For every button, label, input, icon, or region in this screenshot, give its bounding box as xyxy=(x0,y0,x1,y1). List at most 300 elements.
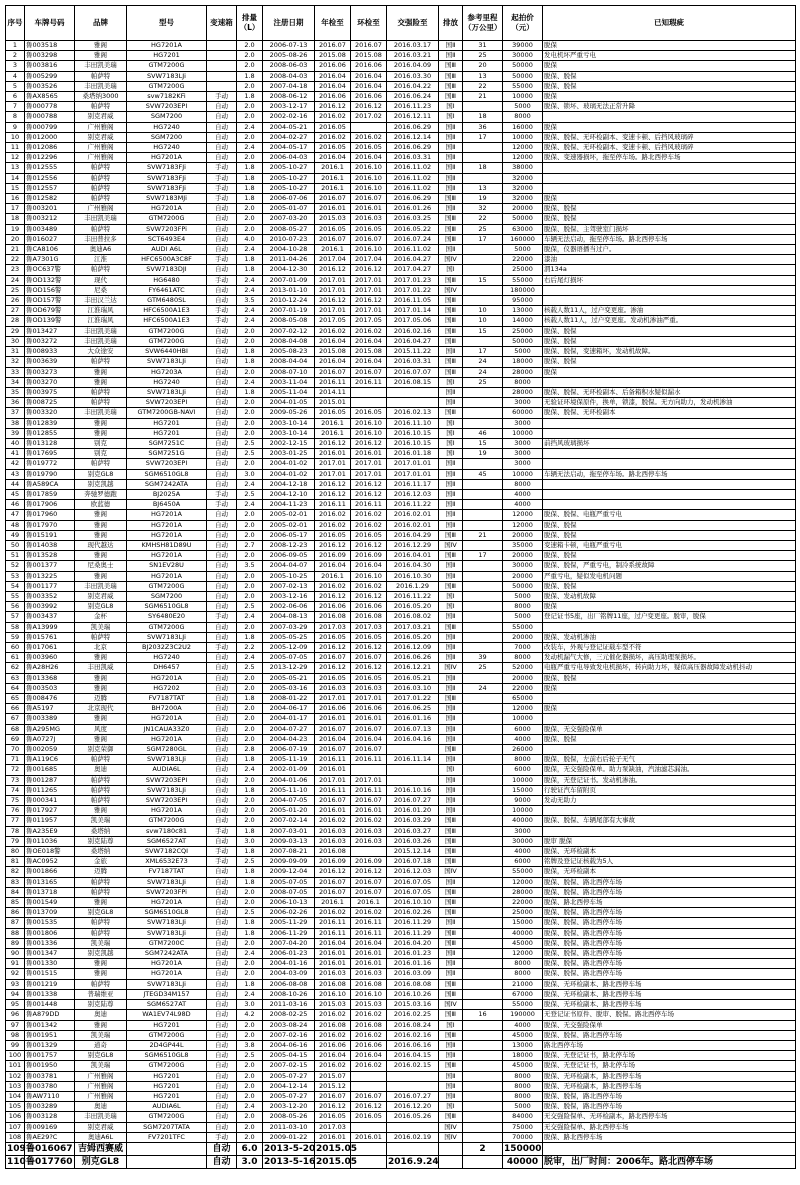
col-defects: 脱保、脱保 xyxy=(543,530,796,540)
col-inspection: 2016.02 xyxy=(315,510,351,520)
col-model: HG7201A xyxy=(127,520,207,530)
col-register-date: 2002-06-06 xyxy=(263,602,315,612)
col-inspection: 2016.02 xyxy=(315,520,351,530)
col-register-date: 2005-02-01 xyxy=(263,510,315,520)
col-insurance: 2016.06.16 xyxy=(387,1040,439,1050)
col-inspection: 2016.03 xyxy=(315,836,351,846)
col-brand: 桑塔纳 xyxy=(75,826,127,836)
col-model: SVW7183LJi xyxy=(127,928,207,938)
col-brand: 凯美瑞 xyxy=(75,938,127,948)
col-index: 9 xyxy=(6,122,25,132)
col-mileage xyxy=(463,265,503,275)
col-displacement: 2.0 xyxy=(237,367,263,377)
col-start-price: 32000 xyxy=(503,183,543,193)
col-defects: 脱保、脱保、路北西停车场 xyxy=(543,949,796,959)
col-model: SGM6510GL8 xyxy=(127,469,207,479)
col-defects: 脱保、脱保 xyxy=(543,551,796,561)
table-row xyxy=(6,132,796,142)
col-model: HG7201 xyxy=(127,51,207,61)
col-brand: 尼桑 xyxy=(75,285,127,295)
col-env-check: 2016.12 xyxy=(351,540,387,550)
col-inspection: 2016.12 xyxy=(315,867,351,877)
table-row xyxy=(6,275,796,285)
col-env-check xyxy=(351,122,387,132)
col-displacement: 2.4 xyxy=(237,285,263,295)
col-register-date: 2008-06-03 xyxy=(263,61,315,71)
col-start-price: 10000 xyxy=(503,428,543,438)
col-emission: 国Ⅱ xyxy=(439,755,463,765)
col-emission: 国Ⅱ xyxy=(439,520,463,530)
col-emission: 国Ⅰ xyxy=(439,449,463,459)
table-row xyxy=(6,143,796,153)
col-model: SGM7207TATA xyxy=(127,1122,207,1132)
col-defects: 脱保、无交强险保单 xyxy=(543,1020,796,1030)
col-index: 14 xyxy=(6,173,25,183)
col-plate: 鲁003526 xyxy=(25,81,75,91)
col-brand: 帕萨特 xyxy=(75,71,127,81)
col-displacement: 1.8 xyxy=(237,785,263,795)
col-gearbox: 自动 xyxy=(207,112,237,122)
col-mileage: 15 xyxy=(463,275,503,285)
col-env-check: 2016.11 xyxy=(351,918,387,928)
col-gearbox: 手动 xyxy=(207,1132,237,1142)
col-gearbox xyxy=(207,81,237,91)
col-gearbox: 自动 xyxy=(207,622,237,632)
col-start-price: 10000 xyxy=(503,469,543,479)
col-displacement: 2.0 xyxy=(237,326,263,336)
col-plate: 鲁000778 xyxy=(25,102,75,112)
col-insurance: 2016.03.09 xyxy=(387,969,439,979)
col-env-check: 2016.01 xyxy=(351,1132,387,1142)
col-defects: 脱保、发动机渗油 xyxy=(543,632,796,642)
col-insurance: 2016.04.09 xyxy=(387,61,439,71)
col-displacement: 1.8 xyxy=(237,928,263,938)
col-brand: 奔驰罗德跑 xyxy=(75,489,127,499)
col-brand: 雅阁 xyxy=(75,806,127,816)
col-model: svw7180c81 xyxy=(127,826,207,836)
col-env-check: 2016.07 xyxy=(351,194,387,204)
col-displacement: 2.4 xyxy=(237,989,263,999)
col-brand: 别克凯越 xyxy=(75,949,127,959)
col-mileage xyxy=(463,255,503,265)
col-model: GTM7200G xyxy=(127,1112,207,1122)
col-gearbox: 手动 xyxy=(207,857,237,867)
col-insurance: 2016.04.27 xyxy=(387,336,439,346)
col-insurance xyxy=(387,775,439,785)
col-register-date: 2005-07-05 xyxy=(263,877,315,887)
col-model: SCT6493E4 xyxy=(127,234,207,244)
col-mileage: 15 xyxy=(463,326,503,336)
col-defects: 脱保、脱保 xyxy=(543,81,796,91)
col-register-date: 2005-10-27 xyxy=(263,163,315,173)
col-inspection: 2016.05 xyxy=(315,408,351,418)
col-gearbox: 自动 xyxy=(207,520,237,530)
col-index: 92 xyxy=(6,969,25,979)
col-model: SVW7183LJi xyxy=(127,357,207,367)
col-brand: 雅阁 xyxy=(75,367,127,377)
col-brand: 丰田凯美瑞 xyxy=(75,336,127,346)
col-register-date: 2004-06-17 xyxy=(263,704,315,714)
col-brand: 奥迪A6L xyxy=(75,1132,127,1142)
col-insurance: 2016.06.29 xyxy=(387,143,439,153)
col-mileage xyxy=(463,765,503,775)
col-displacement: 2.0 xyxy=(237,102,263,112)
table-row xyxy=(6,153,796,163)
col-env-check: 2016.11 xyxy=(351,928,387,938)
col-emission: 国Ⅱ xyxy=(439,949,463,959)
col-plate: 鲁017927 xyxy=(25,806,75,816)
col-defects: 脱保、脱保 xyxy=(543,734,796,744)
col-index: 86 xyxy=(6,908,25,918)
col-plate: 鲁A879DD xyxy=(25,1010,75,1020)
col-model: HG7201A xyxy=(127,551,207,561)
col-mileage xyxy=(463,296,503,306)
col-plate: 鲁011265 xyxy=(25,785,75,795)
col-inspection: 2016.12 xyxy=(315,438,351,448)
col-start-price: 20000 xyxy=(503,571,543,581)
col-mileage xyxy=(463,867,503,877)
col-index: 108 xyxy=(6,1132,25,1142)
col-gearbox: 自动 xyxy=(207,551,237,561)
col-inspection: 2016.05 xyxy=(315,122,351,132)
col-brand: 广州雅阁 xyxy=(75,122,127,132)
col-start-price: 38000 xyxy=(503,163,543,173)
col-defects: 车辆无法启动，拖至停车场。路北西停车场 xyxy=(543,234,796,244)
col-emission: 国Ⅱ xyxy=(439,347,463,357)
col-emission: 国Ⅳ xyxy=(439,540,463,550)
col-displacement: 2.0 xyxy=(237,41,263,51)
col-mileage: 22 xyxy=(463,81,503,91)
col-brand: 帕萨特 xyxy=(75,979,127,989)
col-start-price-header: 起拍价（元） xyxy=(503,6,543,41)
col-insurance: 2016.06.29 xyxy=(387,194,439,204)
col-register-date: 2004-02-27 xyxy=(263,132,315,142)
col-brand: 迈腾 xyxy=(75,694,127,704)
table-row xyxy=(6,571,796,581)
table-row xyxy=(6,1155,796,1168)
col-env-check: 2016.06 xyxy=(351,704,387,714)
col-displacement: 2.4 xyxy=(237,949,263,959)
table-row xyxy=(6,581,796,591)
col-mileage: 18 xyxy=(463,163,503,173)
table-row xyxy=(6,898,796,908)
col-env-check: 2016.12 xyxy=(351,479,387,489)
col-emission: 国Ⅱ xyxy=(439,959,463,969)
col-register-date: 2008-04-04 xyxy=(263,357,315,367)
col-defects xyxy=(543,826,796,836)
col-env-check: 2016.08 xyxy=(351,612,387,622)
col-index: 31 xyxy=(6,347,25,357)
col-plate: 鲁OC637警 xyxy=(25,265,75,275)
col-defects: 发电机坏严重亏电 xyxy=(543,51,796,61)
col-start-price: 45000 xyxy=(503,1030,543,1040)
table-body xyxy=(6,41,796,1169)
col-inspection: 2016.07 xyxy=(315,194,351,204)
col-index: 90 xyxy=(6,949,25,959)
col-mileage: 36 xyxy=(463,122,503,132)
col-inspection: 2016.04 xyxy=(315,81,351,91)
col-plate: 鲁003518 xyxy=(25,41,75,51)
col-model: SGM7200 xyxy=(127,132,207,142)
col-displacement: 2.0 xyxy=(237,622,263,632)
col-gearbox: 手动 xyxy=(207,275,237,285)
col-start-price: 3000 xyxy=(503,398,543,408)
col-displacement: 2.0 xyxy=(237,551,263,561)
col-env-check: 2016.05 xyxy=(351,1112,387,1122)
col-gearbox: 自动 xyxy=(207,836,237,846)
col-gearbox: 自动 xyxy=(207,867,237,877)
col-displacement: 2.0 xyxy=(237,204,263,214)
col-start-price: 8000 xyxy=(503,1091,543,1101)
col-start-price: 50000 xyxy=(503,336,543,346)
table-row xyxy=(6,316,796,326)
col-inspection: 2016.02 xyxy=(315,1030,351,1040)
col-model: HG7201 xyxy=(127,1091,207,1101)
col-env-check: 2016.04 xyxy=(351,561,387,571)
col-start-price: 20000 xyxy=(503,530,543,540)
col-gearbox: 自动 xyxy=(207,908,237,918)
col-plate: 鲁017695 xyxy=(25,449,75,459)
col-index: 83 xyxy=(6,877,25,887)
table-row xyxy=(6,979,796,989)
col-env-check xyxy=(351,398,387,408)
col-gearbox: 自动 xyxy=(207,540,237,550)
col-emission: 国Ⅱ xyxy=(439,183,463,193)
col-register-date: 2009-05-26 xyxy=(263,408,315,418)
col-env-check xyxy=(351,1081,387,1091)
col-brand: 帕萨特 xyxy=(75,632,127,642)
col-plate: 鲁011036 xyxy=(25,836,75,846)
col-emission: 国Ⅲ xyxy=(439,1030,463,1040)
col-start-price: 4000 xyxy=(503,500,543,510)
table-row xyxy=(6,551,796,561)
col-insurance xyxy=(387,1071,439,1081)
col-insurance: 2016.05.20 xyxy=(387,602,439,612)
col-brand: 帕萨特 xyxy=(75,183,127,193)
col-start-price: 40000 xyxy=(503,816,543,826)
col-plate: 鲁003437 xyxy=(25,612,75,622)
col-env-check: 2016.09 xyxy=(351,551,387,561)
table-row xyxy=(6,194,796,204)
col-insurance: 2016.07.07 xyxy=(387,367,439,377)
col-emission: 国Ⅲ xyxy=(439,316,463,326)
table-row xyxy=(6,1081,796,1091)
table-row xyxy=(6,530,796,540)
col-inspection: 2017.03 xyxy=(315,622,351,632)
col-emission: 国Ⅲ xyxy=(439,61,463,71)
col-emission: 国Ⅰ xyxy=(439,418,463,428)
col-plate: 鲁003816 xyxy=(25,61,75,71)
col-model: SVW7183FJi xyxy=(127,183,207,193)
col-emission: 国Ⅲ xyxy=(439,989,463,999)
table-row xyxy=(6,1142,796,1155)
col-start-price: 10000 xyxy=(503,714,543,724)
col-displacement: 2.0 xyxy=(237,1081,263,1091)
col-displacement: 2.0 xyxy=(237,724,263,734)
col-env-check: 2015.08 xyxy=(351,51,387,61)
col-gearbox: 自动 xyxy=(207,877,237,887)
col-insurance: 2016.1.29 xyxy=(387,581,439,591)
col-register-date: 2006-02-26 xyxy=(263,908,315,918)
col-index: 80 xyxy=(6,847,25,857)
table-row xyxy=(6,724,796,734)
col-register-date: 2005-04-15 xyxy=(263,1051,315,1061)
col-emission: 国Ⅲ xyxy=(439,530,463,540)
table-row xyxy=(6,540,796,550)
col-defects xyxy=(543,479,796,489)
col-insurance: 2016.06.26 xyxy=(387,653,439,663)
col-env-check: 2016.03 xyxy=(351,969,387,979)
col-plate: 鲁015761 xyxy=(25,632,75,642)
col-inspection: 2016.04 xyxy=(315,734,351,744)
col-defects: 脱保，仪器语播当过户。 xyxy=(543,245,796,255)
col-insurance xyxy=(387,765,439,775)
col-register-date: 2011-03-10 xyxy=(263,1122,315,1132)
table-row xyxy=(6,71,796,81)
col-defects: 脱保、脱保 xyxy=(543,326,796,336)
col-gearbox: 自动 xyxy=(207,1071,237,1081)
col-brand: 丰田普拉多 xyxy=(75,234,127,244)
col-start-price: 5000 xyxy=(503,612,543,622)
col-emission: 国Ⅱ xyxy=(439,775,463,785)
col-plate: 鲁000788 xyxy=(25,112,75,122)
col-brand: 别克陆尊 xyxy=(75,1000,127,1010)
table-row xyxy=(6,602,796,612)
col-defects: 脱保，无交强险保单。助力泵缺油，汽油滤芯漏油。 xyxy=(543,765,796,775)
col-insurance: 2016.04.20 xyxy=(387,938,439,948)
col-index: 110 xyxy=(7,1156,26,1167)
col-model: SVW7203FPi xyxy=(127,224,207,234)
col-insurance: 2016.01.20 xyxy=(387,806,439,816)
col-index: 39 xyxy=(6,428,25,438)
col-register-date: 2008-05-08 xyxy=(263,316,315,326)
col-index: 65 xyxy=(6,694,25,704)
col-brand: 丰田凯美瑞 xyxy=(75,61,127,71)
col-defects xyxy=(543,183,796,193)
col-plate-header: 车牌号码 xyxy=(25,6,75,41)
col-index: 11 xyxy=(6,143,25,153)
col-mileage: 17 xyxy=(463,551,503,561)
col-emission: 国Ⅱ xyxy=(439,642,463,652)
col-plate: 鲁A295MG xyxy=(25,724,75,734)
col-insurance: 2016.05.21 xyxy=(387,673,439,683)
col-insurance: 2016.07.05 xyxy=(387,877,439,887)
col-defects xyxy=(543,163,796,173)
col-insurance: 2016.02.01 xyxy=(387,520,439,530)
col-env-check: 2016.04 xyxy=(351,1051,387,1061)
col-env-check: 2016.07 xyxy=(351,653,387,663)
col-emission: 国Ⅲ xyxy=(439,887,463,897)
col-gearbox: 手动 xyxy=(207,826,237,836)
col-inspection: 2016.01 xyxy=(315,949,351,959)
col-env-check: 2016.05 xyxy=(351,632,387,642)
col-index: 84 xyxy=(6,887,25,897)
col-mileage xyxy=(463,387,503,397)
col-insurance: 2016.04.29 xyxy=(387,530,439,540)
col-defects-header: 已知瑕疵 xyxy=(543,6,796,41)
col-insurance: 2017.01.01 xyxy=(387,459,439,469)
col-defects xyxy=(543,489,796,499)
col-emission: 国Ⅳ xyxy=(439,1000,463,1010)
col-env-check: 2016.10 xyxy=(351,571,387,581)
col-emission: 国Ⅱ xyxy=(439,1040,463,1050)
col-model: SVW7183LJi xyxy=(127,877,207,887)
col-mileage xyxy=(463,561,503,571)
col-plate: 鲁001338 xyxy=(25,989,75,999)
col-start-price: 7000 xyxy=(503,642,543,652)
col-start-price: 50000 xyxy=(503,581,543,591)
col-brand: 别克 xyxy=(75,438,127,448)
col-brand: 丰田凯美瑞 xyxy=(75,326,127,336)
col-gearbox: 自动 xyxy=(207,1122,237,1132)
col-displacement: 2.4 xyxy=(237,765,263,775)
col-env-check: 2017.01 xyxy=(351,775,387,785)
col-brand: 别克凯越 xyxy=(75,479,127,489)
col-emission-header: 排放 xyxy=(439,6,463,41)
col-env-check: 2016.12 xyxy=(351,489,387,499)
col-displacement: 2.0 xyxy=(237,51,263,61)
col-start-price: 8000 xyxy=(503,653,543,663)
col-start-price: 8000 xyxy=(503,602,543,612)
col-displacement: 2.0 xyxy=(237,81,263,91)
col-gearbox: 自动 xyxy=(207,1040,237,1050)
col-displacement: 2.5 xyxy=(237,663,263,673)
col-mileage xyxy=(463,479,503,489)
col-start-price: 4000 xyxy=(503,734,543,744)
col-displacement: 2.0 xyxy=(237,969,263,979)
col-register-date: 2003-01-25 xyxy=(263,449,315,459)
col-index: 70 xyxy=(6,745,25,755)
col-plate: 鲁CA8106 xyxy=(25,245,75,255)
col-start-price: 55000 xyxy=(503,622,543,632)
col-model: HFC6500A1E3 xyxy=(127,316,207,326)
col-gearbox: 自动 xyxy=(207,479,237,489)
col-inspection: 2016.02 xyxy=(315,908,351,918)
col-insurance: 2016.01.26 xyxy=(387,204,439,214)
col-mileage xyxy=(463,581,503,591)
col-index: 77 xyxy=(6,816,25,826)
col-register-date: 2008-05-27 xyxy=(263,224,315,234)
col-defects: 变速箱卡顿，电瓶严重亏电 xyxy=(543,540,796,550)
col-register-date: 2005-08-26 xyxy=(263,51,315,61)
col-index: 103 xyxy=(6,1081,25,1091)
col-displacement: 2.5 xyxy=(237,438,263,448)
col-defects: 核载人数11人，过户变更座。渗油 xyxy=(543,306,796,316)
col-inspection: 2016.12 xyxy=(315,663,351,673)
col-displacement: 2.2 xyxy=(237,642,263,652)
col-displacement: 1.8 xyxy=(237,877,263,887)
col-emission: 国Ⅱ xyxy=(439,612,463,622)
col-plate: 鲁013427 xyxy=(25,326,75,336)
col-start-price: 65000 xyxy=(503,694,543,704)
col-emission: 国Ⅱ xyxy=(439,877,463,887)
col-inspection: 2016.01 xyxy=(315,959,351,969)
col-plate: 鲁012296 xyxy=(25,153,75,163)
col-inspection: 2016.06 xyxy=(315,92,351,102)
col-insurance xyxy=(387,1142,439,1155)
col-start-price: 26000 xyxy=(503,745,543,755)
col-inspection: 2016.06 xyxy=(315,1040,351,1050)
col-emission: 国Ⅱ xyxy=(439,204,463,214)
col-gearbox: 自动 xyxy=(207,102,237,112)
col-inspection: 2016.1 xyxy=(315,163,351,173)
col-mileage xyxy=(463,724,503,734)
col-emission: 国Ⅲ xyxy=(439,745,463,755)
col-plate: 鲁017061 xyxy=(25,642,75,652)
table-row xyxy=(6,326,796,336)
col-mileage xyxy=(463,1051,503,1061)
col-model: GTM7200G xyxy=(127,622,207,632)
